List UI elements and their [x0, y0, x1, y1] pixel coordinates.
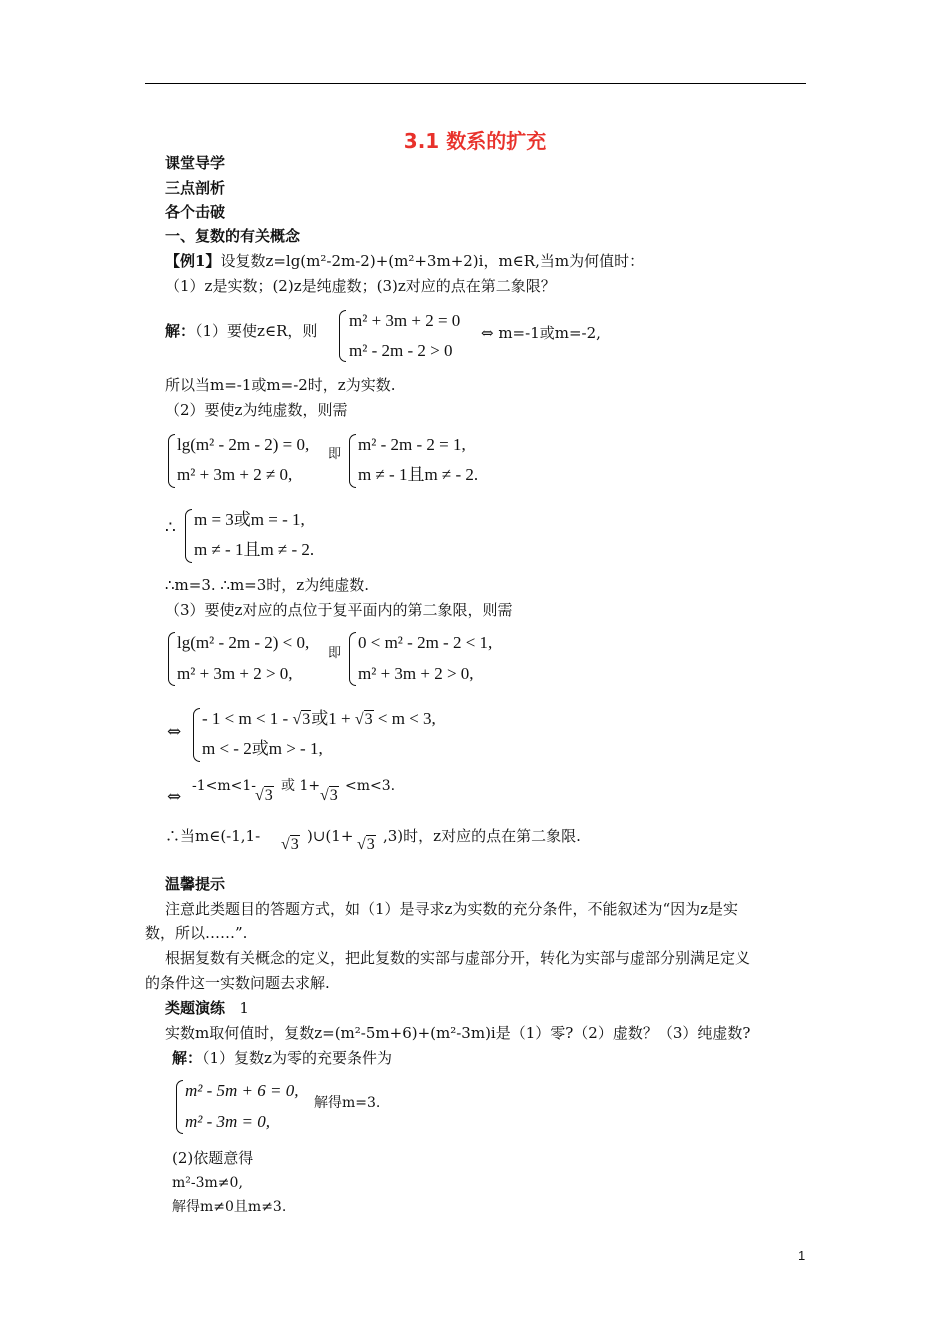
tip-heading: 温馨提示 [165, 875, 226, 893]
final-a: ∴当m∈(-1,1- [165, 827, 261, 845]
tip-p1-line2: 数，所以……”. [145, 924, 248, 942]
heading-sandian: 三点剖析 [165, 179, 226, 197]
practice-system-row-1: m² - 5m + 6 = 0, [185, 1081, 299, 1100]
therefore-symbol: ∴ [165, 518, 176, 538]
solution2-intro: （2）要使z为纯虚数，则需 [165, 401, 348, 419]
iff-line-c: <m<3. [345, 778, 396, 794]
sqrt-3: √3 [320, 787, 338, 804]
practice-system-row-2: m² - 3m = 0, [185, 1112, 271, 1131]
iff-symbol-2: ⇔ [167, 787, 182, 807]
system-1-row-1: m² + 3m + 2 = 0 [349, 311, 461, 330]
practice-sol2: (2)依题意得 [172, 1149, 254, 1167]
system-3c-row-1-b: 或1 + [311, 709, 351, 728]
system-2b-row-2: m ≠ - 1且m ≠ - 2. [358, 465, 479, 484]
solution1-conclusion: 所以当m=-1或m=-2时，z为实数. [165, 376, 396, 394]
header-rule [145, 83, 806, 84]
system-2c-row-1: m = 3或m = - 1, [194, 510, 305, 529]
practice-heading [165, 998, 249, 1018]
heading-ketang: 课堂导学 [165, 154, 226, 172]
sqrt-3: √3 [357, 836, 375, 853]
final-c: ,3)时，z对应的点在第二象限. [383, 827, 581, 845]
system-2a-row-2: m² + 3m + 2 ≠ 0, [177, 465, 293, 484]
brace [193, 708, 200, 762]
example1-label: 【例1】 [165, 252, 221, 270]
practice-question: 实数m取何值时，复数z=(m²-5m+6)+(m²-3m)i是（1）零?（2）虚数？（3）纯虚数? [165, 1024, 751, 1042]
final-b: )∪(1+ [307, 827, 354, 845]
sqrt-3: √3 [255, 787, 273, 804]
tip-p2-line2: 的条件这一实数问题去求解. [145, 974, 330, 992]
practice-sol2-line2: m²-3m≠0, [172, 1175, 243, 1191]
solution-label: 解： [165, 322, 196, 340]
brace [349, 434, 356, 488]
page-title: 3.1 数系的扩充 [403, 129, 547, 153]
system-3a-row-1: lg(m² - 2m - 2) < 0, [177, 633, 310, 652]
practice-sol1: （1）复数z为零的充要条件为 [202, 1049, 392, 1067]
system-3c-row-1-c: < m < 3, [377, 709, 436, 728]
example1-parts: （1）z是实数；(2)z是纯虚数；(3)z对应的点在第二象限？ [165, 277, 556, 295]
system-3c-row-1 [202, 708, 436, 731]
system-2c-row-2: m ≠ - 1且m ≠ - 2. [194, 540, 315, 559]
tip-p2-line1: 根据复数有关概念的定义，把此复数的实部与虚部分开，转化为实部与虚部分别满足定义 [165, 949, 751, 967]
system-1-row-2: m² - 2m - 2 > 0 [349, 341, 453, 360]
practice-solution-1 [172, 1048, 392, 1068]
brace [349, 632, 356, 686]
page-number: 1 [798, 1248, 806, 1263]
system-3c-row-2: m < - 2或m > - 1, [202, 739, 323, 758]
ji-label: 即 [328, 447, 342, 462]
system-3b-row-1: 0 < m² - 2m - 2 < 1, [358, 633, 493, 652]
heading-concept: 一、复数的有关概念 [165, 227, 301, 245]
system-3c-row-1-a: - 1 < m < 1 - [202, 709, 289, 728]
ji-label-2: 即 [328, 646, 342, 661]
system-2a-row-1: lg(m² - 2m - 2) = 0, [177, 435, 310, 454]
solution-label: 解： [172, 1049, 203, 1067]
practice-sol2-line3: 解得m≠0且m≠3. [172, 1199, 287, 1215]
solution1-post: ⇔ m=-1或m=-2, [481, 324, 601, 342]
brace [339, 310, 346, 362]
solution1-intro [165, 321, 317, 341]
system-2b-row-1: m² - 2m - 2 = 1, [358, 435, 466, 454]
solution1-pre: （1）要使z∈R，则 [195, 322, 318, 340]
solution2-conclusion: ∴m=3. ∴m=3时，z为纯虚数. [165, 576, 369, 594]
sqrt-3: √3 [281, 836, 299, 853]
brace [185, 509, 192, 563]
system-3b-row-2: m² + 3m + 2 > 0, [358, 664, 474, 683]
solution3-intro: （3）要使z对应的点位于复平面内的第二象限，则需 [165, 601, 513, 619]
practice-sol1-result: 解得m=3. [314, 1095, 381, 1111]
example1-text: 设复数z=lg(m²-2m-2)+(m²+3m+2)i，m∈R,当m为何值时： [220, 252, 645, 270]
iff-line-a: -1<m<1- [192, 778, 257, 794]
example1-question [165, 251, 644, 271]
practice-title: 类题演练 [165, 999, 226, 1017]
iff-line-b: 或 1+ [281, 778, 321, 794]
brace [176, 1080, 183, 1134]
sqrt-3: √3 [292, 711, 311, 728]
brace [168, 434, 175, 488]
iff-symbol-1: ⇔ [167, 722, 182, 742]
brace [168, 632, 175, 686]
sqrt-3: √3 [354, 711, 373, 728]
heading-gege: 各个击破 [165, 203, 226, 221]
tip-p1-line1: 注意此类题目的答题方式，如（1）是寻求z为实数的充分条件，不能叙述为“因为z是实 [165, 900, 739, 918]
system-3a-row-2: m² + 3m + 2 > 0, [177, 664, 293, 683]
practice-number: 1 [239, 999, 249, 1017]
